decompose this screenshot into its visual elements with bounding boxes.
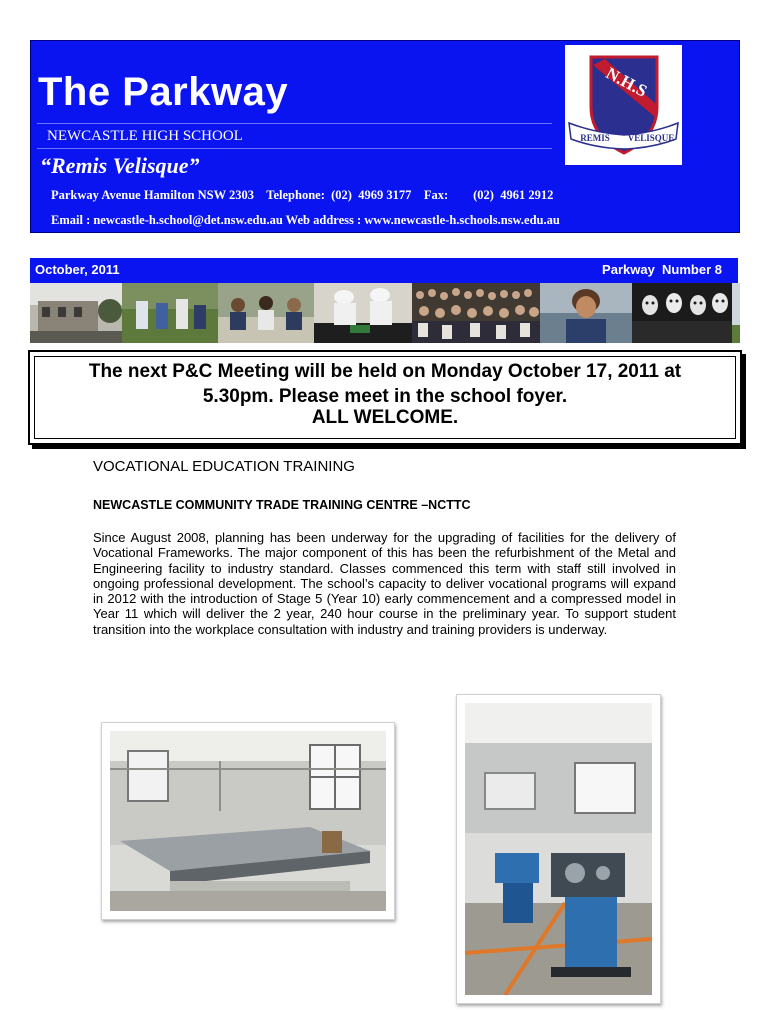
- pc-meeting-notice: [28, 350, 742, 445]
- campus-building-photo: [30, 283, 122, 343]
- school-crest: [565, 45, 682, 165]
- workshop-room-image: [110, 731, 386, 911]
- students-seated-photo: [218, 283, 314, 343]
- student-portrait-photo: [540, 283, 632, 343]
- crest-motto-left: REMIS: [580, 133, 610, 143]
- lathe-room-image: [465, 703, 652, 995]
- cooking-class-photo: [314, 283, 412, 343]
- school-divider: [37, 148, 552, 149]
- masthead: [30, 40, 740, 233]
- notice-line-3: ALL WELCOME.: [311, 407, 459, 428]
- assembly-crowd-photo: [412, 283, 540, 343]
- issue-number: Parkway Number 8: [602, 262, 722, 277]
- school-name: NEWCASTLE HIGH SCHOOL: [47, 128, 243, 144]
- contact-email-line: Email : newcastle-h.school@det.nsw.edu.au Web address : www.newcastle-h.schools.nsw.edu.au: [51, 213, 560, 227]
- masked-performers-photo: [632, 283, 732, 343]
- crest-motto-right: VELISQUE: [627, 133, 675, 143]
- newsletter-title: The Parkway: [38, 70, 289, 114]
- title-divider: [37, 123, 552, 124]
- notice-line-2: 5.30pm. Please meet in the school foyer.: [202, 386, 568, 407]
- crest-initials: N.H.S: [602, 63, 651, 101]
- section-heading: VOCATIONAL EDUCATION TRAINING: [93, 458, 355, 475]
- school-grounds-photo: [732, 283, 740, 343]
- students-grass-photo: [122, 283, 218, 343]
- contact-address-line: Parkway Avenue Hamilton NSW 2303 Telephone: (02) 4969 3177 Fax: (02) 4961 2912: [51, 188, 554, 202]
- workshop-benches-photo: [101, 722, 395, 920]
- crest-shield-icon: [565, 45, 682, 165]
- issue-date: October, 2011: [35, 262, 120, 277]
- photo-banner-strip: [30, 283, 740, 343]
- school-motto: “Remis Velisque”: [40, 153, 200, 178]
- notice-line-1: The next P&C Meeting will be held on Monday October 17, 2011 at: [88, 361, 682, 382]
- lathe-machines-photo: [456, 694, 661, 1004]
- issue-date-bar: [30, 258, 738, 283]
- article-body: Since August 2008, planning has been underway for the upgrading of facilities for the delivery of Vocational Frameworks. The major component of this has been the refurbishment of the Metal and Engineering facility to industry standard. Classes commenced this term with staff still involved in ongoing professional development. The school’s capacity to deliver vocational programs will expand in 2012 with the introduction of Stage 5 (Year 10) early commencement and a compressed model in Year 11 which will deliver the 2 year, 240 hour course in the preliminary year. To support student transition into the workplace consultation with industry and training providers is underway.: [93, 530, 676, 637]
- article-subheading: NEWCASTLE COMMUNITY TRADE TRAINING CENTRE –NCTTC: [93, 498, 471, 512]
